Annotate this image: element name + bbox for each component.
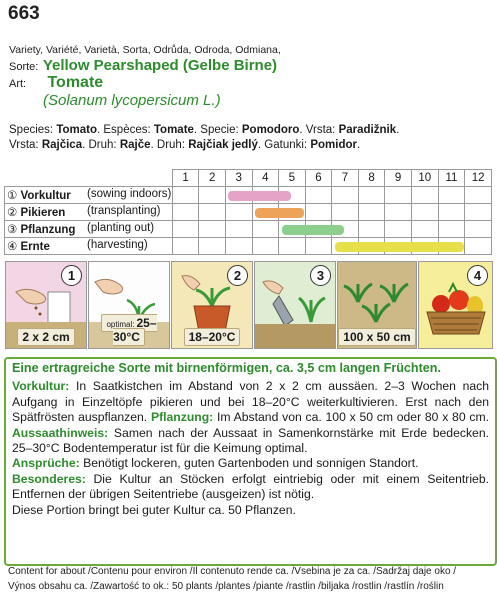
month-label: 9 [385,170,412,187]
calendar-period-bar [282,225,344,235]
calendar-row-name: Ernte [20,241,50,253]
step-caption: 2 x 2 cm [6,330,86,344]
besonderes-text: Die Kultur an Stöcken erfolgt eintriebig oder mit einem Seitentrieb. Entfernen der übrigen Seitentriebe (ausgeizen) ist nötig. [12,471,489,502]
month-label: 11 [438,170,465,187]
step-caption: optimal: 25–30°C [89,316,169,344]
sorte-row [9,57,277,75]
calendar-cell [172,187,199,204]
calendar-row-name: Pflanzung [20,224,76,236]
footer-line-1: Content for about /Contenu pour environ /Il contenuto rende ca. /Vsebina je za ca. /Sadržaj daje oko / [8,566,457,577]
month-label: 8 [358,170,385,187]
step-number-badge: ② [7,207,21,219]
step-number: 1 [61,265,82,286]
calendar-cell [305,204,332,221]
calendar-cell [199,204,226,221]
step-caption: 100 x 50 cm [338,330,416,344]
calendar-cell [465,204,492,221]
sorte-label: Sorte: [9,61,39,73]
month-label: 2 [199,170,226,187]
step-caption: 18–20°C [172,330,252,344]
calendar-cell [358,204,385,221]
description-box [4,357,497,566]
calendar-row-label [5,238,173,255]
step-number: 3 [310,265,331,286]
calendar-row [5,221,492,238]
step-pricking-panel [171,261,253,349]
species-translations-2 [9,139,360,151]
species-label: . Druh: [150,139,189,151]
species-value: Rajčica [41,139,83,151]
step-number: 2 [227,265,248,286]
latin-name: (Solanum lycopersicum L.) [43,92,221,109]
calendar-corner [5,170,173,187]
species-value: Pomodoro [241,124,300,136]
step-spacing-panel [337,261,417,349]
species-value: Rajčiak jedlý [188,139,258,151]
ansprueche-text: Benötigt lockeren, guten Gartenboden und sonnigen Standort. [79,456,419,471]
calendar-cell [465,238,492,255]
pflanzung-key: Pflanzung: [150,410,214,425]
species-label: Species: [9,124,57,136]
species-value: Rajče [119,139,151,151]
calendar-cell [305,238,332,255]
species-name: Tomate [47,74,104,91]
species-value: Paradižnik [338,124,397,136]
calendar-cell [385,221,412,238]
calendar-cell [411,187,438,204]
aussaat-key: Aussaathinweis: [12,425,109,440]
art-label: Art: [9,78,27,90]
calendar-cell [199,187,226,204]
description-headline: Eine ertragreiche Sorte mit birnenförmigen, ca. 3,5 cm langen Früchten. [12,361,441,375]
step-sowing-panel [5,261,87,349]
step-harvest-panel [418,261,493,349]
calendar-cell [438,187,465,204]
species-translations-1 [9,124,399,136]
step-planting-panel [254,261,336,349]
variety-line: Variety, Variété, Varietà, Sorta, Odrůda, Odroda, Odmiana, [9,44,281,56]
species-label: . Gatunki: [257,139,311,151]
species-value: Tomato [56,124,97,136]
calendar-cell [411,204,438,221]
calendar-cell [385,204,412,221]
calendar-row-name: Pikieren [20,207,66,219]
species-label: . [396,124,400,136]
aussaat-text: Samen nach der Aussaat in Samenkornstärke mit Erde bedecken. 25–30°C Bodentemperatur ist für die Keimung optimal. [12,425,489,456]
calendar-row-desc: (transplanting) [87,205,161,217]
species-label: . Vrsta: [299,124,339,136]
calendar-cell [225,221,252,238]
calendar-cell [332,187,359,204]
calendar-cell [438,204,465,221]
calendar-cell [172,238,199,255]
calendar-cell [358,187,385,204]
pflanzung-text: Im Abstand von ca. 100 x 50 cm oder 80 x 80 cm. [213,410,489,425]
month-label: 3 [225,170,252,187]
species-value: Tomate [153,124,194,136]
calendar-cell [465,187,492,204]
calendar-cell [199,221,226,238]
art-row [9,74,103,92]
calendar-row-desc: (sowing indoors) [87,188,172,200]
calendar-cell [172,221,199,238]
calendar-cell [465,221,492,238]
step-germination-panel [88,261,170,349]
calendar-cell [385,187,412,204]
calendar-cell [438,221,465,238]
calendar-cell [332,204,359,221]
species-label: . Specie: [193,124,242,136]
calendar-cell [225,238,252,255]
calendar-row-label [5,221,173,238]
calendar-cell [411,221,438,238]
calendar-row-desc: (planting out) [87,222,155,234]
month-label: 5 [279,170,306,187]
calendar-cell [305,187,332,204]
calendar-cell [252,238,279,255]
calendar-cell [279,238,306,255]
month-label: 1 [172,170,199,187]
calendar-row-desc: (harvesting) [87,239,148,251]
month-label: 4 [252,170,279,187]
species-label: . Druh: [82,139,120,151]
calendar-cell [225,204,252,221]
species-value: Pomidor [310,139,357,151]
month-label: 12 [465,170,492,187]
footer-line-2: Výnos obsahu ca. /Zawartość to ok.: 50 plants /plantes /piante /rastlin /biljaka /rostlin /rastlín /roślin [8,581,444,592]
species-label: . Espèces: [96,124,154,136]
calendar-cell [252,221,279,238]
calendar-period-bar [335,242,464,252]
month-label: 7 [332,170,359,187]
calendar-cell [199,238,226,255]
ansprueche-key: Ansprüche: [12,456,80,471]
step-number: 4 [467,265,488,286]
step-number-badge: ④ [7,241,21,253]
calendar-cell [172,204,199,221]
month-label: 6 [305,170,332,187]
calendar-row-label [5,204,173,221]
calendar-header-row [5,170,492,187]
variety-name: Yellow Pearshaped (Gelbe Birne) [42,57,278,74]
portion-text: Diese Portion bringt bei guter Kultur ca. 50 Pflanzen. [12,502,296,517]
calendar-cell [358,221,385,238]
calendar-period-bar [228,191,290,201]
vorkultur-text: In Saatkistchen im Abstand von 2 x 2 cm aussäen. 2–3 Wochen nach Aufgang in Einzeltöpfe pikieren und bei 18–20°C weiterkultivieren. Erst nach den Spätfrösten auspflanzen. [12,379,489,425]
product-code: 663 [8,3,40,24]
step-number-badge: ① [7,190,21,202]
step-number-badge: ③ [7,224,21,236]
calendar-row-label [5,187,173,204]
calendar-row [5,204,492,221]
besonderes-key: Besonderes: [12,471,86,486]
month-label: 10 [411,170,438,187]
vorkultur-key: Vorkultur: [12,379,70,394]
calendar-period-bar [255,208,304,218]
species-label: . [356,139,361,151]
species-label: Vrsta: [9,139,42,151]
cultivation-steps [5,261,492,349]
description-body [12,379,489,518]
calendar-row-name: Vorkultur [20,190,71,202]
